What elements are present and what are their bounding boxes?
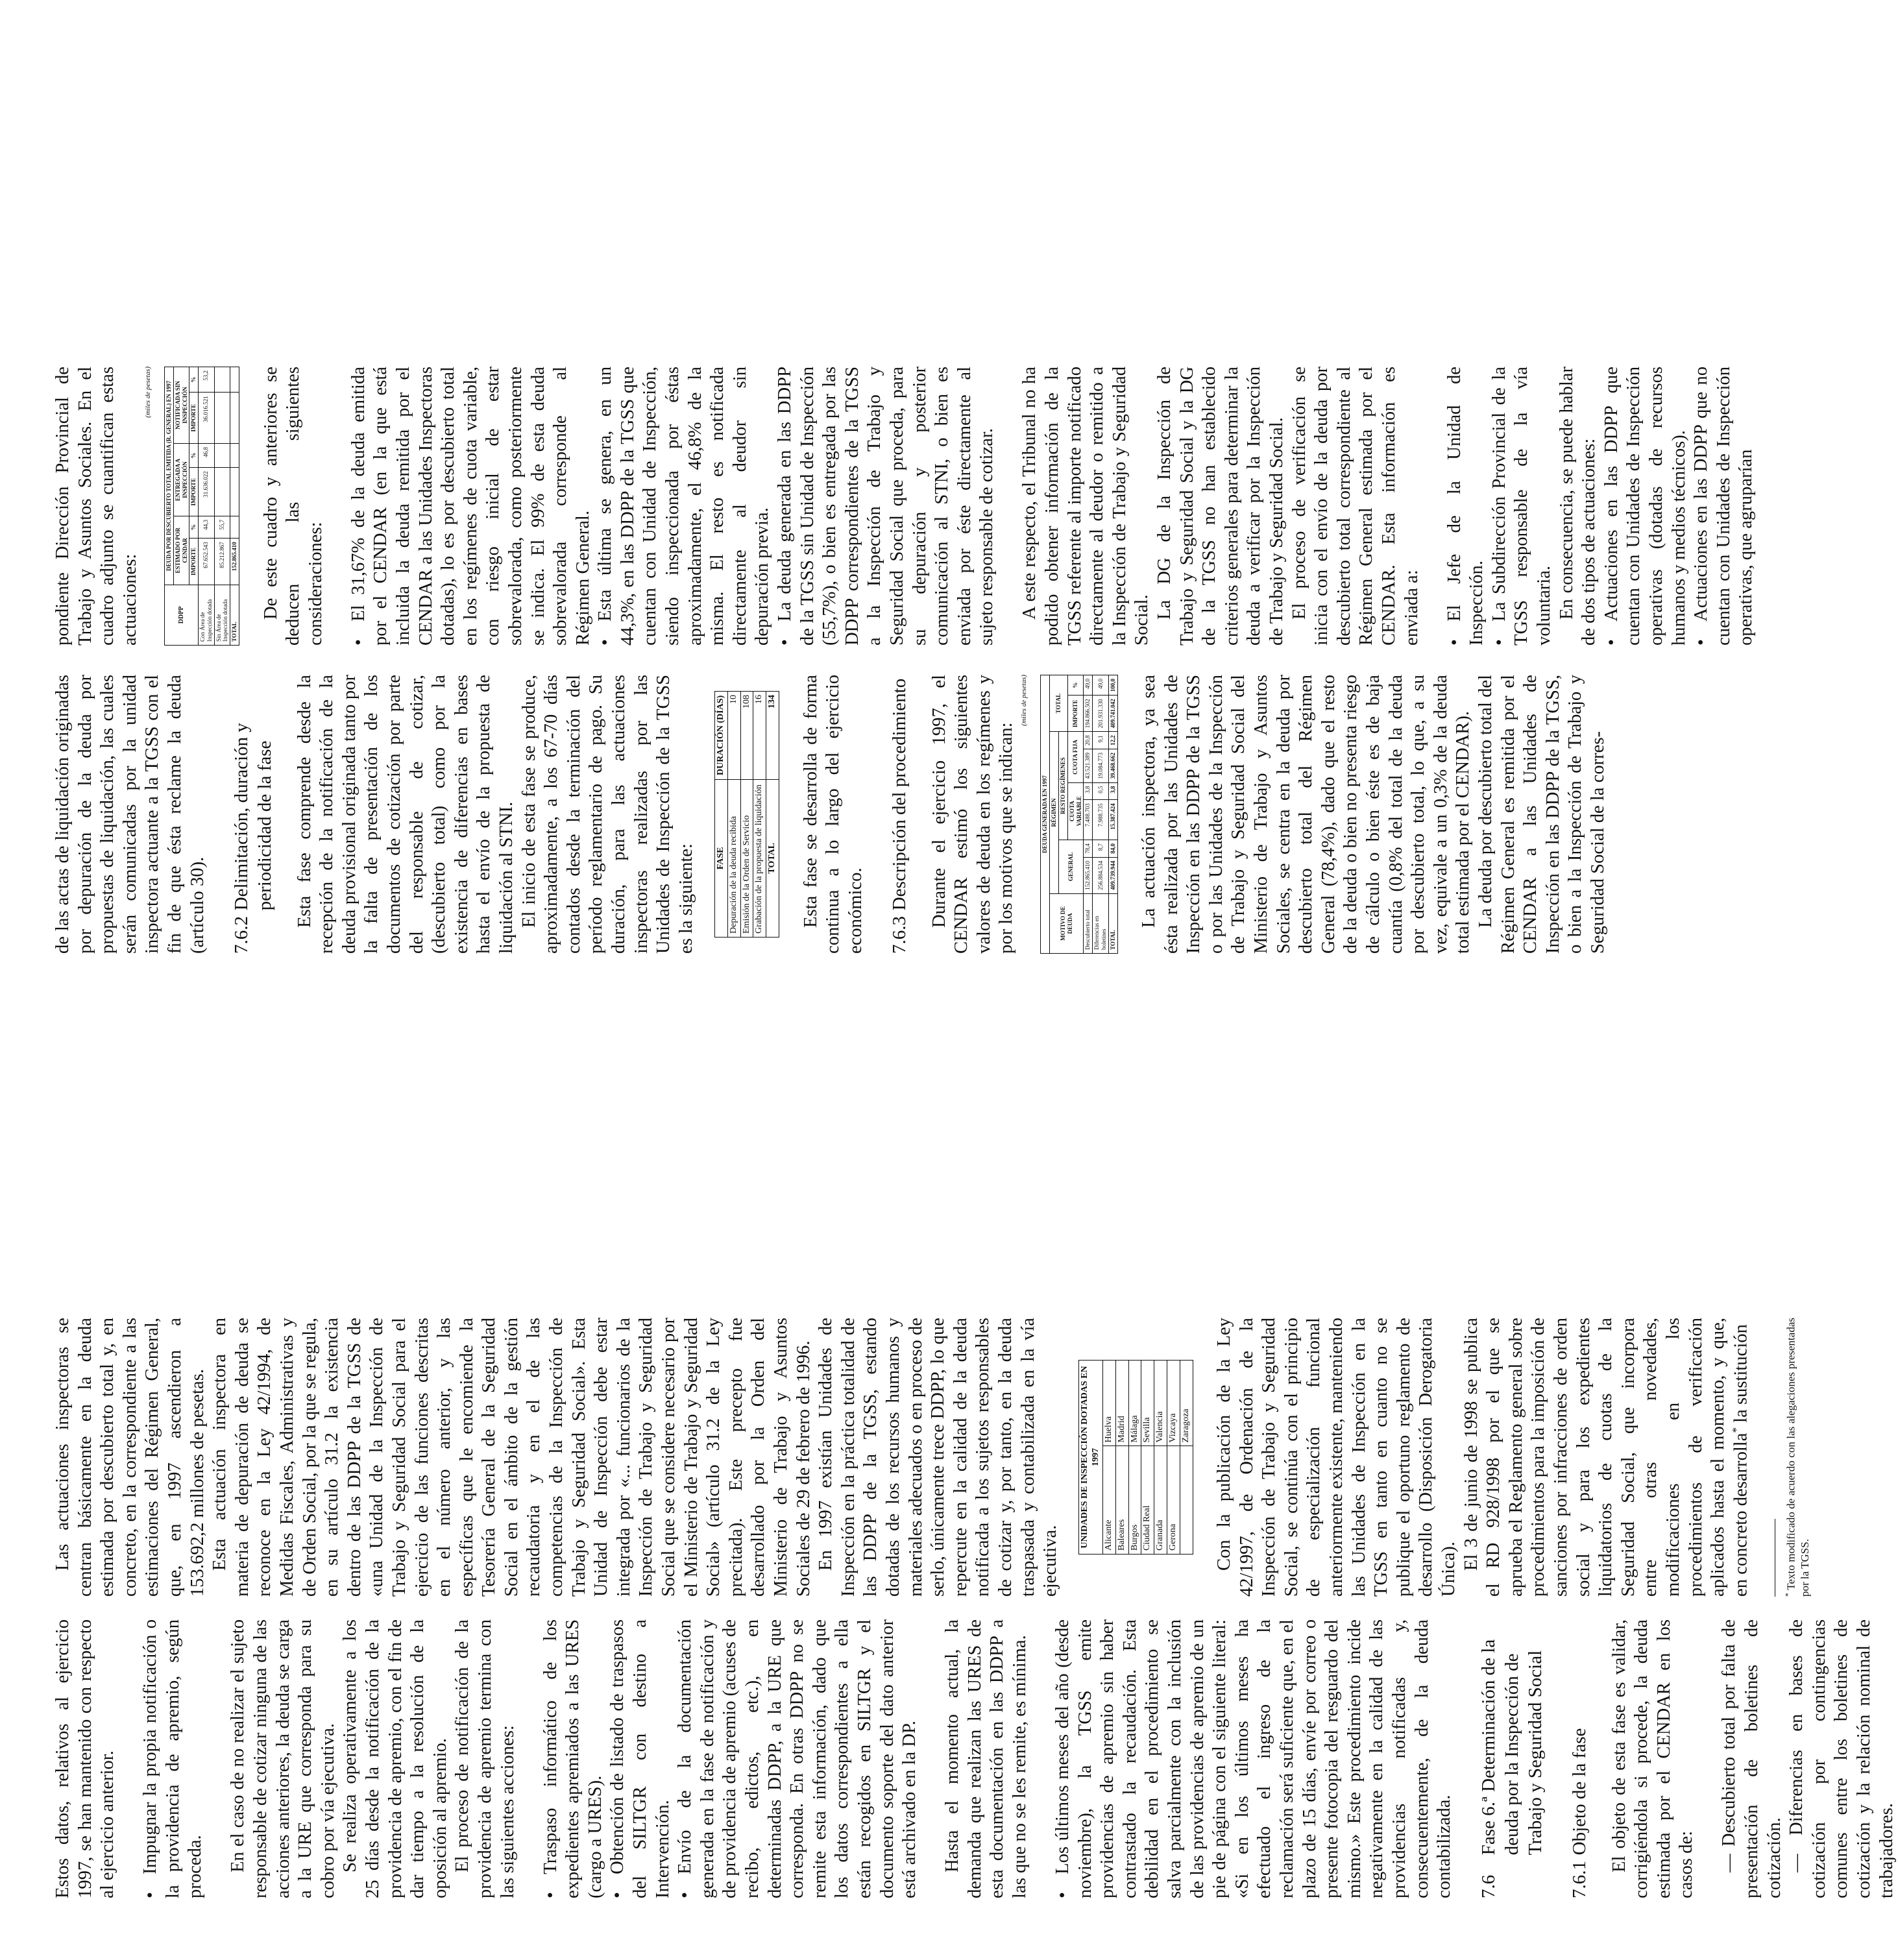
table-cell xyxy=(214,393,230,444)
table-cell: 409.741.042 xyxy=(1108,696,1117,732)
paragraph: En 1997 existían Unidades de Inspección en la práctica totalidad de las DDPP de la TGSS, estando dotadas de los recursos humanos y materiales adecuados o en proceso de serlo, únicamente trece DDPP, lo que repercute en la calidad de la deuda notificada a los sujetos responsables de cotizar y, por tanto, en la deuda traspasada y contabilizada en la vía ejecutiva. xyxy=(816,1318,1061,1597)
table-cell: Diferencias en boletines xyxy=(1093,893,1109,953)
table-cell: 78,4 xyxy=(1084,840,1093,857)
table-total-value: 134 xyxy=(766,692,779,780)
table-cell: 201.931.330 xyxy=(1093,696,1109,732)
column-3 xyxy=(52,675,1610,954)
table-cell: 152.865.410 xyxy=(1084,857,1093,893)
bullet-item: •La Subdirección Provincial de la TGSS responsable de la vía voluntaria. xyxy=(1489,367,1554,646)
table-cell xyxy=(230,443,239,467)
table-header: DDPP xyxy=(164,585,198,645)
bullet-item: •Envío de la documentación generada en la fase de notificación y de providencia de apremio (acuses de recibo, edictos, etc.), en determinadas DDPP, a la URE que corresponda. En otras DDPP no se remite esta información, dado que los datos correspondientes a ella están recogidos en SILTGR y el documento soporte del dato anterior está archivado en la DP. xyxy=(675,1619,920,1898)
table-cell: 10 xyxy=(727,692,740,780)
table-cell xyxy=(1180,1446,1193,1555)
paragraph: La actuación inspectora, ya sea ésta realizada por las Unidades de Inspección en las DDPP de la TGSS o por las Unidades de la Inspección de Trabajo y Seguridad Social del Ministerio de Trabajo y Asuntos Sociales, se centra en la deuda por descubierto total del Régimen General (78,4%), dado que el resto de la deuda o bien no presenta riesgo de cálculo o bien éste es de baja cuantía (0,8% del total de la deuda por descubierto total, lo que, a su vez, equivale a un 0,3% de la deuda total estimada por el CENDAR). xyxy=(1139,675,1474,954)
table-header: IMPORTE xyxy=(189,468,199,516)
table-cell: 44,3 xyxy=(199,516,215,538)
table-cell: TOTAL xyxy=(1108,893,1117,953)
debt-generated-table xyxy=(1040,675,1117,954)
table-cell: 49,0 xyxy=(1093,675,1109,696)
table-cell xyxy=(214,443,230,467)
right-page xyxy=(0,0,1757,980)
table-row xyxy=(1180,1361,1193,1555)
table-row xyxy=(1167,1361,1180,1555)
table-row xyxy=(753,692,766,938)
paragraph: En el caso de no realizar el sujeto responsable de cotizar ninguna de las acciones anteriores, la deuda se carga a la URE que corresponda para su cobro por vía ejecutiva. xyxy=(228,1619,338,1898)
table-cell xyxy=(230,393,239,444)
table-header: % xyxy=(189,516,199,538)
table-row xyxy=(1103,1361,1116,1555)
subsection-heading: 7.6.3 Descripción del procedimiento xyxy=(889,678,910,954)
table-cell: 49,0 xyxy=(1084,675,1093,696)
table-header: GENERAL xyxy=(1059,840,1084,893)
table-header: IMPORTE xyxy=(189,538,199,585)
paragraph: El objeto de esta fase es validar, corrigiéndola si procede, la deuda estimada por el CENDAR en los casos de: xyxy=(1609,1619,1697,1898)
table-cell: 20,8 xyxy=(1084,732,1093,749)
paragraph: Esta actuación inspectora en materia de depuración de deuda se reconoce en la Ley 42/1994, de Medidas Fiscales, Administrativas y de Orden Social, por la que se regula, en su artículo 31.2 la existencia dentro de las DDPP de la TGSS de «una Unidad de la Inspección de Trabajo y Seguridad Social para el ejercicio de las funciones descritas en el número anterior, y las específicas que le encomiende la Tesorería General de la Seguridad Social en el ámbito de la gestión recaudatoria y en el de las competencias de la Inspección de Trabajo y Seguridad Social». Esta Unidad de Inspección debe estar integrada por «... funcionarios de la Inspección de Trabajo y Seguridad Social que se considere necesario por el Ministerio de Trabajo y Seguridad Social» (artículo 31.2 de la Ley precitada). Este precepto fue desarrollado por la Orden del Ministerio de Trabajo y Asuntos Sociales de 29 de febrero de 1996. xyxy=(210,1318,814,1597)
paragraph: El proceso de verificación se inicia con el envío de la deuda por descubierto total correspondiente al Régimen General estimada por el CENDAR. Esta información es enviada a: xyxy=(1289,367,1422,646)
inspection-units-table xyxy=(1078,1360,1193,1555)
table-cell: Sin Área de Inspección dotada xyxy=(214,585,230,645)
subsection-heading: 7.6.2 Delimitación, duración y periodicidad de la fase xyxy=(231,723,276,954)
table-row xyxy=(214,367,230,646)
table-row xyxy=(1108,675,1117,954)
bullet-item: •El 31,67% de la deuda emitida por el CENDAR (en la que está incluida la deuda remitida por el CENDAR a las Unidades Inspectoras dotadas), lo es por descubierto total en los regímenes de cuota variable, con riesgo inicial de estar sobrevalorada, como posteriormente se indica. El 99% de esta deuda sobrevalorada corresponde al Régimen General. xyxy=(348,367,593,646)
table-cell xyxy=(214,367,230,393)
table-header: CUOTA VARIABLE xyxy=(1067,782,1084,840)
table-cell: Madrid xyxy=(1115,1361,1128,1446)
table-cell: TOTAL xyxy=(230,585,239,645)
paragraph: Las actuaciones inspectoras se centran básicamente en la deuda estimada por descubierto total y, en concreto, en la correspondiente a las estimaciones del Régimen General, que, en 1997 ascendieron a 153.692,2 millones de pesetas. xyxy=(53,1318,208,1597)
paragraph: Durante el ejercicio 1997, el CENDAR estimó los siguientes valores de deuda en los regímenes y por los motivos que se indican: xyxy=(929,675,1017,954)
paragraph: A este respecto, el Tribunal no ha podido obtener información de la TGSS referente al importe notificado directamente al deudor o remitido a la Inspección de Trabajo y Seguridad Social. xyxy=(1019,367,1152,646)
table-cell: 46,8 xyxy=(199,443,215,467)
table-cell: 256.884.534 xyxy=(1093,857,1109,893)
bullet-item: •Impugnar la propia notificación o la providencia de apremio, según proceda. xyxy=(140,1619,206,1898)
paragraph: Hasta el momento actual, la demanda que realizan las URES de esta documentación en las DDPP a las que no se les remite, es mínima. xyxy=(942,1619,1030,1898)
table-header: NOTIFICADA SIN INSPECCIÓN xyxy=(173,367,189,444)
table-cell: Ciudad Real xyxy=(1141,1446,1154,1555)
table-cell: Vizcaya xyxy=(1167,1361,1180,1446)
table-header: % xyxy=(189,367,199,393)
table-cell xyxy=(230,468,239,516)
paragraph: Con la publicación de la Ley 42/1997, de Ordenación de la Inspección de Trabajo y Seguridad Social, se continúa con el principio de especialización funcional anteriormente existente, manteniendo las Unidades de Inspección en la TGSS en tanto en cuanto no se publique el oportuno reglamento de desarrollo (Disposición Derogatoria Única). xyxy=(1214,1318,1459,1597)
subsection-heading: 7.6.1 Objeto de la fase xyxy=(1569,1728,1590,1898)
paragraph: En consecuencia, se puede hablar de dos tipos de actuaciones: xyxy=(1556,367,1600,646)
table-row xyxy=(1141,1361,1154,1555)
table-cell: Con Área de Inspección dotada xyxy=(199,585,215,645)
bullet-item: •Esta última se genera, en un 44,3%, en las DDPP de la TGSS que cuentan con Unidad de Inspección, siendo inspeccionada por éstas aproximadamente, el 46,8% de la misma. El resto es notificada directamente al deudor sin depuración previa. xyxy=(595,367,773,646)
table-row xyxy=(1154,1361,1167,1555)
paragraph: El inicio de esta fase se produce, aproximadamente, a los 67-70 días contados desde la terminación del período reglamentario de pago. Su duración, para las actuaciones inspectoras realizadas por las Unidades de Inspección de la TGSS es la siguiente: xyxy=(518,675,696,954)
table-cell: Grabación de la propuesta de liquidación xyxy=(753,779,766,937)
table-row xyxy=(1128,1361,1141,1555)
table-cell: 31.636.022 xyxy=(199,468,215,516)
table-header: RESTO REGÍMENES xyxy=(1059,732,1068,840)
unit-note: (miles de pesetas) xyxy=(1020,675,1028,726)
table-cell: Zaragoza xyxy=(1180,1361,1193,1446)
table-header: DEUDA POR DESCUBIERTO TOTAL EMITIDA (R. GENERAL) EN 1997 xyxy=(164,367,173,585)
table-cell: Málaga xyxy=(1128,1361,1141,1446)
table-cell: Baleares xyxy=(1115,1446,1128,1555)
bullet-item: •Traspaso informático de los expedientes apremiados a las URES (cargo a URES). xyxy=(540,1619,605,1898)
table-cell: 7.988.735 xyxy=(1093,800,1109,840)
debt-inspection-table xyxy=(164,367,239,646)
table-cell: 84,0 xyxy=(1108,840,1117,857)
table-header: IMPORTE xyxy=(1067,696,1084,732)
bullet-item: •Actuaciones en las DDPP que cuentan con Unidades de Inspección operativas (dotadas de recursos humanos y medios técnicos). xyxy=(1601,367,1689,646)
table-cell: 39.468.662 xyxy=(1108,749,1117,783)
table-cell: 7.488.703 xyxy=(1084,800,1093,840)
table-title: DEUDA GENERADA EN 1997 xyxy=(1041,675,1050,954)
paragraph: Estos datos, relativos al ejercicio 1997, se han mantenido con respecto al ejercicio anterior. xyxy=(53,1619,118,1898)
table-cell: 8,7 xyxy=(1093,840,1109,857)
table-header: FASE xyxy=(715,779,728,937)
bullet-item: •La deuda generada en las DDPP de la TGSS sin Unidad de Inspección (55,7%), o bien es entregada por las DDPP correspondientes de la TGSS a la Inspección de Trabajo y Seguridad Social que proceda, para su depuración y posterior comunicación al STNI, o bien es enviada por éste directamente al sujeto responsable de cotizar. xyxy=(775,367,997,646)
bullet-item: •Los últimos meses del año (desde noviembre), la TGSS emite providencias de apremio sin haber contrastado la recaudación. Esta debilidad en el procedimiento se salva parcialmente con la inclusión de las providencias de apremio de un pie de página con el siguiente literal: «Si en los últimos meses ha efectuado el ingreso de la reclamación será suficiente que, en el plazo de 15 días, envíe por correo o presente fotocopia del resguardo del mismo.» Este procedimiento incide negativamente en la calidad de las providencias notificadas y, consecuentemente, de la deuda contabilizada. xyxy=(1052,1619,1455,1898)
table-cell: 53,2 xyxy=(199,367,215,393)
paragraph: pondiente Dirección Provincial de Trabajo y Asuntos Sociales. En el cuadro adjunto se cuantifican estas actuaciones: xyxy=(53,367,140,646)
table-cell: 16 xyxy=(753,692,766,780)
table-cell: 85.212.867 xyxy=(214,538,230,585)
bullet-item: •El Jefe de la Unidad de Inspección. xyxy=(1444,367,1487,646)
table-cell: 0,5 xyxy=(1093,782,1109,800)
table-cell: 409.739.944 xyxy=(1108,857,1117,893)
table-cell: Descubierto total xyxy=(1084,893,1093,953)
paragraph: Esta fase comprende desde la recepción de la notificación de la deuda provisional originada tanto por la falta de presentación de los documentos de cotización por parte del responsable de cotizar, (descubierto total) como por la existencia de diferencias en bases hasta el envío de la propuesta de liquidación al STNI. xyxy=(294,675,517,954)
footnote: * Texto modificado de acuerdo con las alegaciones presentadas por la TGSS. xyxy=(1782,1318,1811,1597)
table-cell: Gerona xyxy=(1167,1446,1180,1555)
column-4 xyxy=(52,367,1758,646)
table-row xyxy=(199,367,215,646)
paragraph: Esta fase se desarrolla de forma continua a lo largo del ejercicio económico. xyxy=(800,675,866,954)
table-cell: Granada xyxy=(1154,1446,1167,1555)
bullet-item: •Actuaciones en las DDPP que no cuentan con Unidades de Inspección operativas, que agruparían xyxy=(1691,367,1757,646)
table-cell: Alicante xyxy=(1103,1446,1116,1555)
column-1 xyxy=(52,1619,1898,1898)
table-row xyxy=(1115,1361,1128,1555)
table-header: MOTIVO DE DEUDA xyxy=(1050,893,1084,953)
table-cell: 12,2 xyxy=(1108,732,1117,749)
table-cell: Valencia xyxy=(1154,1361,1167,1446)
table-cell: 108 xyxy=(740,692,753,780)
paragraph: La deuda por descubierto total del Régimen General es remitida por el CENDAR a las Unidades de Inspección en las DDPP de la TGSS, o bien a la Inspección de Trabajo y Seguridad Social de la corres- xyxy=(1475,675,1608,954)
left-page xyxy=(0,980,1897,1960)
column-2 xyxy=(52,1318,1812,1597)
table-cell: 3,8 xyxy=(1084,782,1093,800)
table-cell: Huelva xyxy=(1103,1361,1116,1446)
dash-item: — Diferencias en bases de cotización por contingencias comunes entre los boletines de cotización y la relación nominal de trabajadores. xyxy=(1786,1619,1897,1898)
paragraph: El proceso de notificación de la providencia de apremio termina con las siguientes acciones: xyxy=(452,1619,518,1898)
table-cell: Burgos xyxy=(1128,1446,1141,1555)
table-row xyxy=(1093,675,1109,954)
table-total-label: TOTAL xyxy=(766,779,779,937)
table-cell: 100,0 xyxy=(1108,675,1117,696)
table-cell: 67.652.543 xyxy=(199,538,215,585)
table-cell xyxy=(230,516,239,538)
table-header: IMPORTE xyxy=(189,393,199,444)
paragraph: El 3 de junio de 1998 se publica el RD 928/1998 por el que se aprueba el Reglamento general sobre procedimientos para la imposición de sanciones por infracciones de orden social y para los expedientes liquidatorios de cuotas de la Seguridad Social, que incorpora entre otras novedades, modificaciones en los procedimientos de verificación aplicados hasta el momento, y que, en concreto desarrolla* la sustitución xyxy=(1461,1318,1751,1597)
table-row xyxy=(1084,675,1093,954)
table-cell: 194.866.502 xyxy=(1084,696,1093,732)
table-row xyxy=(727,692,740,938)
table-cell: 19.084.773 xyxy=(1093,749,1109,783)
table-cell: Depuración de la deuda recibida xyxy=(727,779,740,937)
paragraph: La DG de la Inspección de Trabajo y Seguridad Social y la DG de la TGSS no han establecido criterios generales para determinar la deuda a verificar por la Inspección de Trabajo y Seguridad Social. xyxy=(1154,367,1287,646)
table-header: DURACIÓN (DÍAS) xyxy=(715,692,728,780)
table-header: TOTAL xyxy=(1050,675,1068,732)
paragraph: De este cuadro y anteriores se deducen las siguientes consideraciones: xyxy=(260,367,326,646)
bullet-item: •Obtención de listado de traspasos del SILTGR con destino a Intervención. xyxy=(607,1619,673,1898)
paragraph: Se realiza operativamente a los 25 días desde la notificación de la providencia de apremio, con el fin de dar tiempo a la resolución de la oposición al apremio. xyxy=(340,1619,450,1898)
unit-note: (miles de pesetas) xyxy=(143,367,152,418)
table-cell: 36.016.521 xyxy=(199,393,215,444)
table-header: RÉGIMEN xyxy=(1050,732,1059,893)
table-title: UNIDADES DE INSPECCIÓN DOTADAS EN 1997 xyxy=(1079,1361,1103,1555)
section-heading: 7.6 Fase 6.ª Determinación de la deuda por la Inspección de Trabajo y Seguridad Social xyxy=(1478,1639,1546,1898)
table-row xyxy=(740,692,753,938)
table-cell: 9,1 xyxy=(1093,732,1109,749)
table-header: % xyxy=(189,443,199,467)
table-cell: 152.865.410 xyxy=(230,538,239,585)
table-cell: 43.521.389 xyxy=(1084,749,1093,783)
table-row xyxy=(230,367,239,646)
dash-item: — Descubierto total por falta de presentación de boletines de cotización. xyxy=(1719,1619,1784,1898)
table-cell: 55,7 xyxy=(214,516,230,538)
table-cell: Emisión de la Orden de Servicio xyxy=(740,779,753,937)
duration-table xyxy=(714,691,779,938)
table-header: CUOTA FIJA xyxy=(1067,732,1084,782)
table-header: ENTREGADA A INSPECCIÓN xyxy=(173,443,189,516)
table-cell: 15.387.424 xyxy=(1108,800,1117,840)
table-cell: 3,8 xyxy=(1108,782,1117,800)
table-cell: Sevilla xyxy=(1141,1361,1154,1446)
footnote-marker: * xyxy=(1729,1427,1742,1433)
table-cell xyxy=(214,468,230,516)
table-header: ESTIMADO POR CENDAR xyxy=(173,516,189,585)
paragraph: de las actas de liquidación originadas por depuración de la deuda por propuestas de liquidación, las cuales serán comunicadas por la unidad inspectora actuante a la TGSS con el fin de que ésta reclame la deuda (artículo 30). xyxy=(53,675,208,954)
table-header: % xyxy=(1067,675,1084,696)
table-cell xyxy=(230,367,239,393)
